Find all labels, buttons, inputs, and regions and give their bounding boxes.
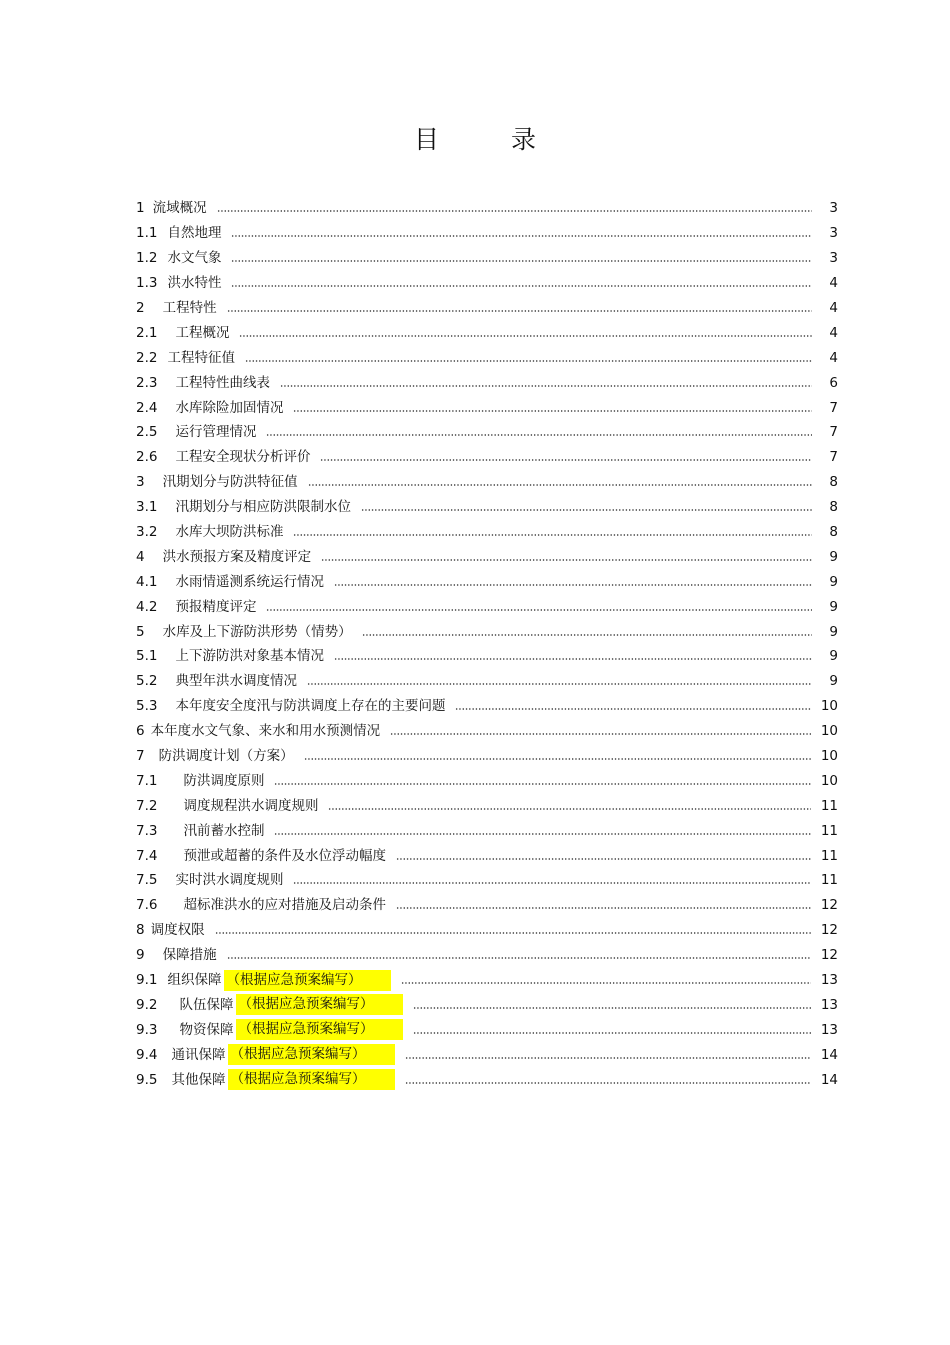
toc-entry[interactable] <box>136 196 838 221</box>
toc-entry-number: 4.1 <box>136 573 158 590</box>
toc-entry[interactable] <box>136 544 838 569</box>
toc-entry[interactable] <box>136 445 838 470</box>
toc-entry[interactable] <box>136 943 838 968</box>
toc-entry-title: 本年度水文气象、来水和用水预测情况 <box>150 723 381 740</box>
toc-entry-number: 2.1 <box>136 324 158 341</box>
toc-entry-page-number: 11 <box>820 847 838 864</box>
toc-entry-title: 洪水预报方案及精度评定 <box>162 548 312 565</box>
toc-entry-title: 工程安全现状分析评价 <box>175 449 311 466</box>
toc-entry[interactable] <box>136 968 838 993</box>
toc-entry-number: 1.3 <box>136 275 158 292</box>
toc-dot-leader <box>293 534 812 536</box>
toc-entry[interactable] <box>136 221 838 246</box>
toc-entry[interactable] <box>136 619 838 644</box>
toc-entry-title: 流域概况 <box>152 200 207 217</box>
toc-entry-title: 通讯保障 <box>171 1046 226 1063</box>
toc-entry-number: 4.2 <box>136 598 158 615</box>
toc-entry-page-number: 8 <box>829 499 838 516</box>
toc-entry[interactable] <box>136 569 838 594</box>
toc-entry[interactable] <box>136 320 838 345</box>
toc-dot-leader <box>231 285 812 287</box>
toc-entry[interactable] <box>136 768 838 793</box>
toc-entry[interactable] <box>136 1042 838 1067</box>
table-of-contents <box>136 196 838 1092</box>
toc-entry-title: 工程特征值 <box>167 349 235 366</box>
toc-dot-leader <box>239 335 812 337</box>
toc-entry[interactable] <box>136 918 838 943</box>
toc-dot-leader <box>231 235 812 237</box>
toc-entry-number: 5.1 <box>136 648 158 665</box>
toc-entry-highlight-note: （根据应急预案编写） <box>228 1069 395 1090</box>
toc-entry-page-number: 13 <box>820 1021 838 1038</box>
toc-dot-leader <box>401 982 810 984</box>
toc-entry-title: 水库除险加固情况 <box>175 399 284 416</box>
toc-entry-page-number: 10 <box>820 772 838 789</box>
toc-entry[interactable] <box>136 843 838 868</box>
toc-dot-leader <box>231 260 812 262</box>
toc-entry-page-number: 10 <box>820 698 838 715</box>
toc-entry[interactable] <box>136 818 838 843</box>
toc-entry-page-number: 14 <box>820 1046 838 1063</box>
toc-entry[interactable] <box>136 420 838 445</box>
toc-dot-leader <box>320 459 812 461</box>
toc-entry-page-number: 3 <box>829 250 838 267</box>
toc-entry-number: 7.4 <box>136 847 158 864</box>
toc-entry-title: 汛前蓄水控制 <box>183 822 265 839</box>
toc-entry-title: 超标准洪水的应对措施及启动条件 <box>183 897 386 914</box>
toc-entry-page-number: 12 <box>820 897 838 914</box>
toc-entry-number: 7.6 <box>136 897 158 914</box>
toc-entry[interactable] <box>136 271 838 296</box>
toc-entry-number: 9.3 <box>136 1021 158 1038</box>
toc-entry-number: 3.1 <box>136 499 158 516</box>
toc-entry-page-number: 4 <box>829 275 838 292</box>
toc-dot-leader <box>227 310 812 312</box>
toc-entry-title: 工程特性 <box>162 300 217 316</box>
toc-entry-page-number: 6 <box>829 374 838 391</box>
toc-entry-highlight-note: （根据应急预案编写） <box>224 970 391 991</box>
toc-entry-page-number: 4 <box>829 349 838 366</box>
toc-entry-page-number: 3 <box>829 200 838 217</box>
toc-entry[interactable] <box>136 395 838 420</box>
toc-entry-page-number: 12 <box>820 947 838 964</box>
toc-entry[interactable] <box>136 644 838 669</box>
toc-entry-number: 7.5 <box>136 872 158 889</box>
toc-entry-number: 1 <box>136 200 145 217</box>
toc-dot-leader <box>280 385 812 387</box>
toc-entry-page-number: 8 <box>829 524 838 541</box>
toc-dot-leader <box>361 509 812 511</box>
toc-entry-page-number: 11 <box>820 797 838 814</box>
toc-entry-page-number: 7 <box>829 399 838 416</box>
toc-entry[interactable] <box>136 470 838 495</box>
toc-entry-page-number: 8 <box>829 474 838 491</box>
toc-dot-leader <box>321 559 812 561</box>
toc-entry-number: 5.3 <box>136 698 158 715</box>
toc-entry-page-number: 14 <box>820 1071 838 1088</box>
toc-dot-leader <box>307 683 812 685</box>
toc-entry-number: 9.1 <box>136 972 158 989</box>
toc-entry[interactable] <box>136 1067 838 1092</box>
toc-entry-number: 1.2 <box>136 250 158 267</box>
toc-entry-number: 9.2 <box>136 996 158 1013</box>
toc-entry-number: 2.6 <box>136 449 158 466</box>
toc-dot-leader <box>334 658 812 660</box>
page-title: 目 录 <box>414 125 568 154</box>
toc-entry[interactable] <box>136 296 838 321</box>
toc-entry-page-number: 3 <box>829 225 838 242</box>
toc-entry-number: 9.4 <box>136 1046 158 1063</box>
toc-entry-title: 水库及上下游防洪形势（情势） <box>162 623 352 640</box>
toc-entry-title: 工程特性曲线表 <box>175 374 270 391</box>
toc-entry[interactable] <box>136 793 838 818</box>
toc-entry-page-number: 12 <box>820 922 838 939</box>
toc-entry-title: 工程概况 <box>175 324 230 341</box>
toc-entry-page-number: 11 <box>820 872 838 889</box>
toc-dot-leader <box>396 907 811 909</box>
toc-entry-title: 防洪调度原则 <box>183 772 265 789</box>
toc-entry[interactable] <box>136 993 838 1018</box>
toc-entry-title: 水文气象 <box>167 250 222 267</box>
toc-dot-leader <box>405 1082 810 1084</box>
toc-entry[interactable] <box>136 1017 838 1042</box>
toc-dot-leader <box>455 708 810 710</box>
toc-entry-page-number: 7 <box>829 449 838 466</box>
toc-entry-title: 其他保障 <box>171 1071 226 1088</box>
toc-entry-title: 物资保障 <box>179 1021 234 1038</box>
toc-entry-number: 6 <box>136 723 145 740</box>
toc-entry[interactable] <box>136 345 838 370</box>
toc-entry-title: 汛期划分与防洪特征值 <box>162 474 298 491</box>
toc-entry-number: 7 <box>136 748 145 765</box>
toc-entry-page-number: 9 <box>829 623 838 640</box>
toc-entry-number: 7.3 <box>136 822 158 839</box>
toc-dot-leader <box>308 484 812 486</box>
toc-dot-leader <box>266 609 812 611</box>
toc-entry-page-number: 9 <box>829 673 838 690</box>
toc-entry[interactable] <box>136 594 838 619</box>
toc-entry-title: 组织保障 <box>167 972 222 989</box>
toc-dot-leader <box>293 410 812 412</box>
toc-dot-leader <box>293 882 810 884</box>
toc-entry-page-number: 11 <box>820 822 838 839</box>
toc-dot-leader <box>304 758 811 760</box>
toc-entry-number: 2 <box>136 300 145 316</box>
toc-dot-leader <box>274 783 810 785</box>
toc-entry-number: 4 <box>136 548 145 565</box>
toc-entry-title: 预泄或超蓄的条件及水位浮动幅度 <box>183 847 386 864</box>
toc-entry[interactable] <box>136 744 838 769</box>
toc-entry-title: 自然地理 <box>167 225 222 242</box>
toc-entry-title: 调度规程洪水调度规则 <box>183 797 319 814</box>
toc-entry-title: 保障措施 <box>162 947 217 964</box>
toc-entry-title: 本年度安全度汛与防洪调度上存在的主要问题 <box>175 698 446 715</box>
toc-entry-title: 预报精度评定 <box>175 598 257 615</box>
toc-entry-page-number: 9 <box>829 573 838 590</box>
toc-entry[interactable] <box>136 868 838 893</box>
toc-entry[interactable] <box>136 370 838 395</box>
toc-entry-page-number: 4 <box>829 324 838 341</box>
toc-entry-title: 上下游防洪对象基本情况 <box>175 648 324 665</box>
toc-dot-leader <box>334 584 812 586</box>
toc-dot-leader <box>396 858 811 860</box>
toc-entry-title: 防洪调度计划（方案） <box>158 748 294 765</box>
toc-entry-title: 运行管理情况 <box>175 424 257 441</box>
toc-dot-leader <box>405 1057 810 1059</box>
toc-entry-number: 9.5 <box>136 1071 158 1088</box>
toc-entry-page-number: 13 <box>820 972 838 989</box>
toc-entry-page-number: 9 <box>829 598 838 615</box>
toc-entry-page-number: 10 <box>820 748 838 765</box>
toc-dot-leader <box>328 808 810 810</box>
toc-entry-title: 水雨情遥测系统运行情况 <box>175 573 324 590</box>
toc-entry-highlight-note: （根据应急预案编写） <box>236 994 403 1015</box>
toc-entry-page-number: 13 <box>820 996 838 1013</box>
toc-entry[interactable] <box>136 719 838 744</box>
toc-entry-title: 水库大坝防洪标准 <box>175 524 284 541</box>
toc-entry-title: 队伍保障 <box>179 996 234 1013</box>
toc-entry-number: 7.2 <box>136 797 158 814</box>
toc-entry-page-number: 7 <box>829 424 838 441</box>
toc-dot-leader <box>413 1007 810 1009</box>
toc-dot-leader <box>390 733 811 735</box>
toc-dot-leader <box>274 833 810 835</box>
toc-entry-title: 典型年洪水调度情况 <box>175 673 297 690</box>
toc-entry-highlight-note: （根据应急预案编写） <box>228 1044 395 1065</box>
toc-entry-number: 2.4 <box>136 399 158 416</box>
toc-entry[interactable] <box>136 246 838 271</box>
toc-dot-leader <box>362 634 812 636</box>
toc-entry-highlight-note: （根据应急预案编写） <box>236 1019 403 1040</box>
toc-entry-number: 2.3 <box>136 374 158 391</box>
toc-entry-number: 1.1 <box>136 225 158 242</box>
toc-entry[interactable] <box>136 669 838 694</box>
toc-entry-number: 5 <box>136 623 145 640</box>
toc-entry-number: 5.2 <box>136 673 158 690</box>
toc-entry[interactable] <box>136 893 838 918</box>
toc-dot-leader <box>217 210 812 212</box>
toc-dot-leader <box>266 434 812 436</box>
toc-entry-number: 3.2 <box>136 524 158 541</box>
toc-dot-leader <box>227 957 811 959</box>
toc-entry-page-number: 9 <box>829 648 838 665</box>
toc-dot-leader <box>413 1032 810 1034</box>
toc-entry-page-number: 9 <box>829 548 838 565</box>
toc-entry[interactable] <box>136 520 838 545</box>
toc-entry-number: 2.2 <box>136 349 158 366</box>
toc-entry[interactable] <box>136 694 838 719</box>
toc-entry-title: 实时洪水调度规则 <box>175 872 284 889</box>
toc-entry[interactable] <box>136 495 838 520</box>
toc-entry-number: 7.1 <box>136 772 158 789</box>
toc-entry-title: 调度权限 <box>150 922 205 939</box>
toc-dot-leader <box>245 360 812 362</box>
toc-entry-page-number: 10 <box>820 723 838 740</box>
toc-entry-number: 3 <box>136 474 145 491</box>
toc-entry-title: 洪水特性 <box>167 275 222 292</box>
toc-entry-number: 9 <box>136 947 145 964</box>
toc-entry-page-number: 4 <box>829 300 838 316</box>
toc-entry-title: 汛期划分与相应防洪限制水位 <box>175 499 351 516</box>
toc-entry-number: 8 <box>136 922 145 939</box>
toc-entry-number: 2.5 <box>136 424 158 441</box>
toc-dot-leader <box>215 932 811 934</box>
